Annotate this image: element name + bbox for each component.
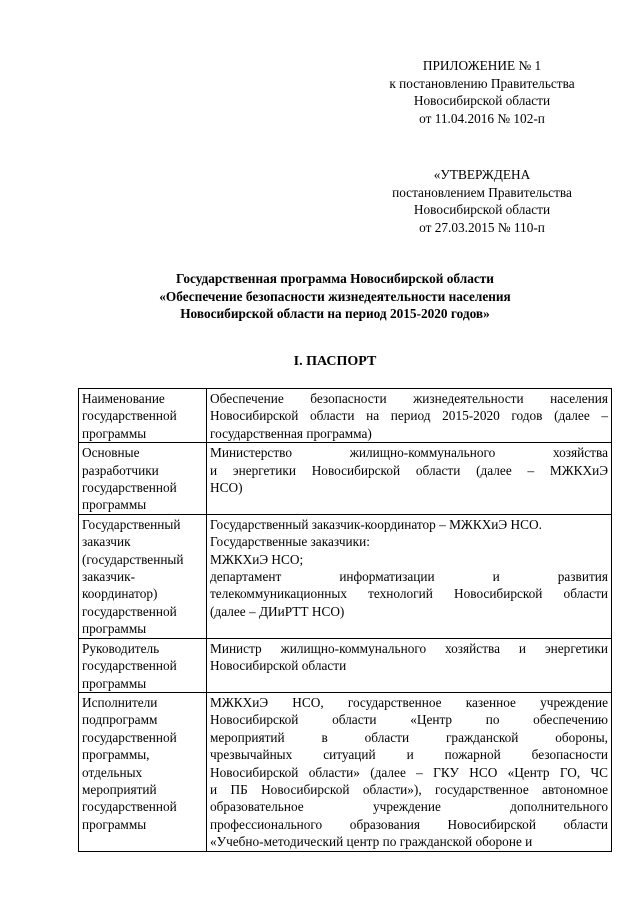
passport-value-line: профессионального образования Новосибирской области [210,816,608,832]
passport-value-line: Новосибирской области на период 2015-2020 годов (далее – [210,408,608,424]
passport-value-line: Обеспечение безопасности жизнедеятельности населения [210,391,608,406]
passport-label-cell [79,389,207,443]
passport-value-line: чрезвычайных ситуаций и пожарной безопасности [210,747,608,763]
approval-line: постановлением Правительства [392,184,572,200]
approval-line: Новосибирской области [413,202,551,217]
passport-label-line: программы [82,497,147,513]
passport-label-line: программы [82,675,147,691]
passport-row [79,514,612,638]
passport-label-line: отдельных [82,764,143,780]
program-title-line: Государственная программа Новосибирской области [176,271,494,286]
passport-label-line: координатор) [82,586,158,602]
passport-label-cell [79,443,207,515]
passport-value-line: и ПБ Новосибирской области»), государственное автономное [210,781,608,797]
passport-value-line: (далее – ДИиРТТ НСО) [210,603,345,619]
passport-label-cell [79,514,207,638]
passport-label-line: разработчики [82,462,159,478]
passport-value-cell [207,638,612,692]
passport-label-line: государственной [82,603,177,619]
passport-value-line: «Учебно-методический центр по гражданской обороне и [210,834,533,850]
passport-label-line: государственной [82,658,177,674]
appendix-line: к постановлению Правительства [389,75,575,91]
passport-label-line: программы [82,621,147,637]
passport-value-line: Государственный заказчик-координатор – МЖКХиЭ НСО. [210,516,542,532]
passport-value-line: департамент информатизации и развития [210,569,608,585]
passport-label-line: программы [82,425,147,441]
section-heading: I. ПАСПОРТ [293,354,377,369]
passport-label-line: государственной [82,799,177,815]
passport-label-line: Основные [82,445,140,461]
program-title-line: Новосибирской области на период 2015-2020 годов» [180,306,490,321]
passport-value-line: Министр жилищно-коммунального хозяйства и энергетики [210,640,608,656]
passport-value-line: Новосибирской области «Центр по обеспечению [210,712,608,728]
passport-label-line: Исполнители [82,694,158,710]
passport-label-cell [79,638,207,692]
passport-label-line: заказчик [82,534,131,550]
passport-row [79,443,612,515]
passport-value-line: Государственные заказчики: [210,534,370,550]
passport-value-cell [207,692,612,851]
passport-label-line: государственной [82,480,177,496]
passport-value-cell [207,514,612,638]
passport-table [78,388,612,852]
passport-value-line: государственная программа) [210,425,372,441]
passport-label-line: программы [82,816,147,832]
passport-label-cell [79,692,207,851]
passport-value-cell [207,389,612,443]
passport-label-line: мероприятий [82,781,157,797]
passport-value-line: образовательное учреждение дополнительного [210,799,608,815]
passport-value-line: Министерство жилищно-коммунального хозяйства [210,445,608,461]
passport-value-line: Новосибирской области» (далее – ГКУ НСО «Центр ГО, ЧС [210,764,608,780]
passport-value-line: МЖКХиЭ НСО, государственное казенное учреждение [210,694,608,710]
passport-value-line: телекоммуникационных технологий Новосибирской области [210,586,608,602]
appendix-title: ПРИЛОЖЕНИЕ № 1 [422,58,542,73]
passport-value-line: Новосибирской области [210,658,347,674]
passport-value-cell [207,443,612,515]
passport-label-line: Руководитель [82,640,160,656]
passport-row [79,692,612,851]
program-title [40,270,630,323]
passport-row [79,389,612,443]
passport-value-line: МЖКХиЭ НСО; [210,551,304,567]
passport-label-line: программы, [82,747,150,763]
approval-date: от 27.03.2015 № 110-п [419,219,545,235]
passport-label-line: государственной [82,729,177,745]
program-title-line: «Обеспечение безопасности жизнедеятельности населения [159,288,511,304]
passport-value-line: и энергетики Новосибирской области (далее – МЖКХиЭ [210,462,608,478]
approval-block [362,166,602,236]
passport-row [79,638,612,692]
appendix-date: от 11.04.2016 № 102-п [419,110,545,126]
passport-label-line: (государственный [82,551,184,567]
passport-label-line: заказчик- [82,569,135,585]
passport-value-line: мероприятий в области гражданской обороны, [210,729,608,745]
passport-label-line: государственной [82,408,177,424]
appendix-line: Новосибирской области [413,93,551,108]
passport-label-line: Государственный [82,516,181,532]
passport-label-line: Наименование [82,391,165,406]
passport-value-line: НСО) [210,480,243,496]
appendix-block [362,57,602,127]
passport-label-line: подпрограмм [82,712,158,728]
approval-title: «УТВЕРЖДЕНА [433,167,531,182]
